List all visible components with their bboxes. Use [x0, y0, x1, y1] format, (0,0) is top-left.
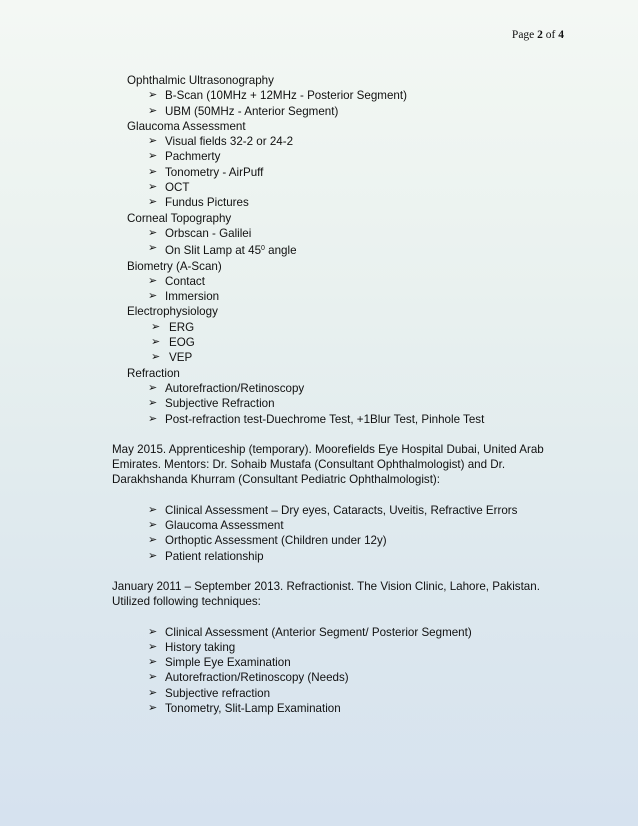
section-title: Refraction [127, 366, 180, 380]
list-item: ➢ B-Scan (10MHz + 12MHz - Posterior Segment) [148, 89, 407, 103]
section-title: Glaucoma Assessment [127, 119, 246, 133]
arrowhead-bullet-icon: ➢ [148, 412, 158, 425]
arrowhead-bullet-icon: ➢ [148, 503, 158, 516]
arrowhead-bullet-icon: ➢ [148, 534, 158, 547]
arrowhead-bullet-icon: ➢ [148, 274, 158, 287]
arrowhead-bullet-icon: ➢ [148, 242, 158, 255]
arrowhead-bullet-icon: ➢ [148, 701, 158, 714]
arrowhead-bullet-icon: ➢ [148, 519, 158, 532]
list-item: ➢ Clinical Assessment – Dry eyes, Cataracts, Uveitis, Refractive Errors [148, 503, 518, 517]
list-item: ➢ Pachmerty [148, 150, 221, 164]
list-item: ➢ Tonometry - AirPuff [148, 165, 264, 179]
list-item: ➢ OCT [148, 181, 190, 195]
bullet-list [0, 625, 638, 717]
arrowhead-bullet-icon: ➢ [148, 89, 158, 102]
list-item: ➢ Simple Eye Examination [148, 656, 291, 670]
arrowhead-bullet-icon: ➢ [148, 196, 158, 209]
bullet-list [0, 226, 638, 259]
list-item: ➢ Glaucoma Assessment [148, 519, 284, 533]
list-item: ➢ UBM (50MHz - Anterior Segment) [148, 104, 339, 118]
list-item: ➢ On Slit Lamp at $45^0$ angle [148, 242, 297, 258]
arrowhead-bullet-icon: ➢ [148, 290, 158, 303]
list-item: ➢ Fundus Pictures [148, 196, 249, 210]
arrowhead-bullet-icon: ➢ [148, 656, 158, 669]
arrowhead-bullet-icon: ➢ [148, 625, 158, 638]
bullet-list [0, 320, 638, 366]
arrowhead-bullet-icon: ➢ [148, 397, 158, 410]
bullet-list [0, 503, 638, 564]
list-item: ➢ ERG [151, 320, 195, 334]
list-item: ➢ Post-refraction test-Duechrome Test, +1Blur Test, Pinhole Test [148, 412, 485, 426]
list-item: ➢ Autorefraction/Retinoscopy (Needs) [148, 671, 349, 685]
list-item: ➢ Immersion [148, 290, 220, 304]
list-item: ➢ History taking [148, 640, 236, 654]
list-item: ➢ Orthoptic Assessment (Children under 12y) [148, 534, 387, 548]
list-item: ➢ Tonometry, Slit-Lamp Examination [148, 701, 341, 715]
list-item: ➢ EOG [151, 336, 195, 350]
page-number: Page 2 of 4 [511, 29, 564, 41]
bullet-list [0, 88, 638, 119]
bullet-list [0, 381, 638, 427]
list-item: ➢ Subjective Refraction [148, 397, 275, 411]
arrowhead-bullet-icon: ➢ [148, 135, 158, 148]
list-item: ➢ VEP [151, 351, 193, 365]
arrowhead-bullet-icon: ➢ [148, 226, 158, 239]
section-title: Ophthalmic Ultrasonography [127, 74, 274, 87]
section-title: Electrophysiology [127, 305, 218, 319]
experience-paragraph: January 2011 – September 2013. Refractionist. The Vision Clinic, Lahore, Pakistan. Utilized following techniques: [112, 579, 540, 609]
list-item: ➢ Clinical Assessment (Anterior Segment/ Posterior Segment) [148, 625, 472, 639]
arrowhead-bullet-icon: ➢ [151, 351, 161, 364]
arrowhead-bullet-icon: ➢ [148, 165, 158, 178]
arrowhead-bullet-icon: ➢ [148, 549, 158, 562]
list-item: ➢ Orbscan - Galilei [148, 226, 252, 240]
list-item: ➢ Autorefraction/Retinoscopy [148, 381, 305, 395]
arrowhead-bullet-icon: ➢ [148, 104, 158, 117]
arrowhead-bullet-icon: ➢ [151, 336, 161, 349]
arrowhead-bullet-icon: ➢ [148, 686, 158, 699]
arrowhead-bullet-icon: ➢ [148, 671, 158, 684]
arrowhead-bullet-icon: ➢ [151, 320, 161, 333]
arrowhead-bullet-icon: ➢ [148, 181, 158, 194]
section-title: Corneal Topography [127, 211, 232, 225]
bullet-list [0, 134, 638, 210]
arrowhead-bullet-icon: ➢ [148, 640, 158, 653]
list-item: ➢ Subjective refraction [148, 686, 271, 700]
arrowhead-bullet-icon: ➢ [148, 150, 158, 163]
list-item: ➢ Contact [148, 274, 205, 288]
bullet-list [0, 274, 638, 305]
arrowhead-bullet-icon: ➢ [148, 381, 158, 394]
list-item: ➢ Patient relationship [148, 549, 264, 563]
experience-paragraph: May 2015. Apprenticeship (temporary). Moorefields Eye Hospital Dubai, United Arab Emirates. Mentors: Dr. Sohaib Mustafa (Consultant Ophthalmologist) and Dr. Darakhshanda Khurram (Consultant Pediatric Ophthalmologist): [112, 442, 544, 487]
document-body [0, 73, 638, 716]
list-item: ➢ Visual fields 32-2 or 24-2 [148, 135, 294, 149]
section-title: Biometry (A-Scan) [127, 259, 222, 273]
